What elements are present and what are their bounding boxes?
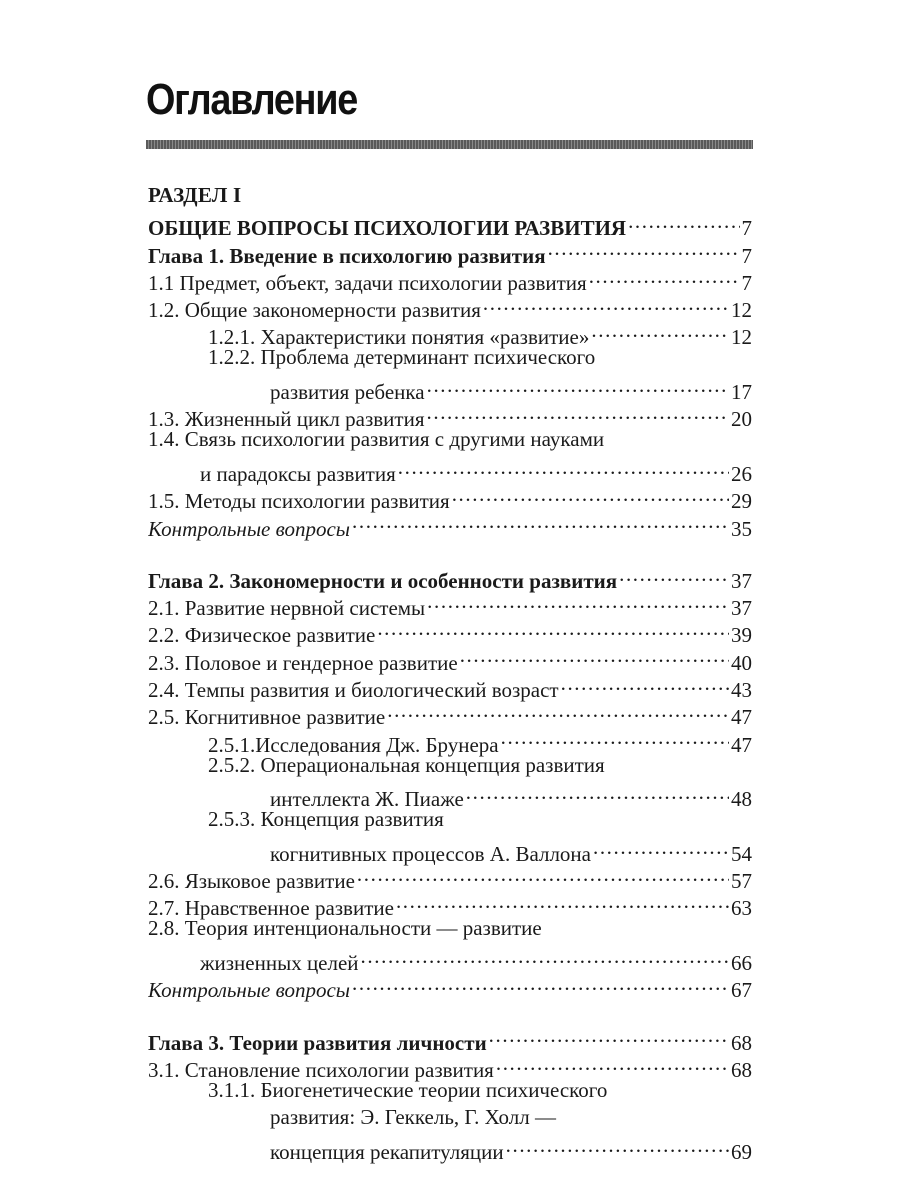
toc-entry (148, 1077, 752, 1104)
dot-leader (466, 779, 729, 806)
toc-entry (148, 752, 752, 779)
dot-leader (561, 670, 729, 697)
toc-entry-line (208, 344, 752, 371)
toc-entry (148, 290, 752, 323)
dot-leader (593, 834, 729, 861)
toc-entry-title: ОБЩИЕ ВОПРОСЫ ПСИХОЛОГИИ РАЗВИТИЯ (148, 216, 627, 241)
dot-leader (357, 861, 729, 888)
toc-entry-title: Глава 1. Введение в психологию развития (148, 243, 546, 268)
toc-entry (148, 834, 752, 866)
toc-entry-title: интеллекта Ж. Пиаже (270, 787, 464, 812)
toc-entry-title: Контрольные вопросы (148, 516, 351, 541)
toc-entry-title: 1.4. Связь психологии развития с другими науками (148, 427, 605, 452)
toc-entry (148, 426, 752, 453)
toc-entry (148, 481, 752, 514)
toc-page-number: 54 (731, 841, 752, 866)
toc-entry-title: 2.4. Темпы развития и биологический возраст (148, 678, 559, 703)
toc-entry (148, 861, 752, 894)
dot-leader (619, 561, 729, 588)
dot-leader (591, 317, 729, 344)
toc-entry-title: 2.8. Теория интенциональности — развитие (148, 916, 542, 941)
toc-entry-title: 2.5.1.Исследования Дж. Брунера (208, 732, 499, 757)
toc-page-number: 69 (731, 1139, 752, 1164)
toc-entry-title: 1.2.1. Характеристики понятия «развитие» (208, 325, 590, 350)
dot-leader (589, 263, 740, 290)
dot-leader (489, 1022, 729, 1049)
toc-entry-line (148, 915, 752, 942)
title-rule (146, 140, 753, 149)
dot-leader (427, 372, 729, 399)
toc-page-number: 40 (731, 650, 752, 675)
toc-entry (148, 1050, 752, 1082)
dot-leader (427, 588, 729, 615)
toc-entry-title: концепция рекапитуляции (270, 1139, 504, 1164)
dot-leader (452, 481, 729, 508)
toc-page-number: 37 (731, 568, 752, 593)
toc-entry (148, 970, 752, 1003)
dot-leader (548, 235, 740, 262)
toc-entry (148, 588, 752, 621)
toc-page-number: 57 (731, 869, 752, 894)
toc-page-number: 66 (731, 951, 752, 976)
toc-page-number: 68 (731, 1057, 752, 1082)
toc-entry (148, 1022, 752, 1055)
toc-page-number: 68 (731, 1030, 752, 1055)
toc-entry (148, 399, 752, 432)
toc-entry-title: 2.1. Развитие нервной системы (148, 596, 426, 621)
toc-entry (148, 888, 752, 921)
toc-entry-title: 2.2. Физическое развитие (148, 623, 376, 648)
toc-entry (148, 642, 752, 675)
toc-page-number: 7 (741, 243, 752, 268)
toc-entry (148, 1132, 752, 1164)
toc-entry-line (270, 1132, 752, 1167)
toc-page-number: 47 (731, 732, 752, 757)
dot-leader (506, 1132, 729, 1159)
toc-page-number: 12 (731, 325, 752, 350)
page-title: Оглавление (146, 75, 357, 124)
toc-entry-title: 3.1.1. Биогенетические теории психического (208, 1077, 608, 1102)
section-label: РАЗДЕЛ I (148, 183, 242, 207)
toc-entry-title: 1.5. Методы психологии развития (148, 489, 450, 514)
toc-entry (148, 561, 752, 593)
toc-entry-title: 1.3. Жизненный цикл развития (148, 407, 425, 432)
dot-leader (398, 454, 729, 481)
toc-entry-title: и парадоксы развития (200, 461, 396, 486)
toc-entry-title: 1.2. Общие закономерности развития (148, 298, 481, 323)
toc-entry-line (148, 508, 752, 543)
toc-page-number: 47 (731, 705, 752, 730)
toc-list (148, 208, 752, 1164)
toc-entry-title: когнитивных процессов А. Валлона (270, 841, 591, 866)
toc-entry-title: 2.5. Когнитивное развитие (148, 705, 386, 730)
toc-entry-title: 2.6. Языковое развитие (148, 869, 355, 894)
toc-entry-title: Глава 3. Теории развития личности (148, 1030, 487, 1055)
toc-entry (148, 915, 752, 942)
toc-entry-title: жизненных целей (200, 951, 359, 976)
toc-page-number: 35 (731, 516, 752, 541)
toc-entry-line (208, 1077, 752, 1104)
toc-entry-title: 2.5.2. Операциональная концепция развития (208, 752, 605, 777)
toc-entry-title: 2.3. Половое и гендерное развитие (148, 650, 458, 675)
dot-leader (361, 943, 729, 970)
dot-leader (352, 508, 729, 535)
toc-entry (148, 615, 752, 648)
toc-page-number: 26 (731, 461, 752, 486)
toc-entry-line (270, 1104, 752, 1131)
dot-leader (460, 642, 729, 669)
toc-entry (148, 263, 752, 295)
dot-leader (387, 697, 729, 724)
toc-entry-title: 3.1. Становление психологии развития (148, 1057, 494, 1082)
dot-leader (483, 290, 729, 317)
toc-page-number: 7 (741, 270, 752, 295)
toc-entry-title: развития: Э. Геккель, Г. Холл — (270, 1105, 556, 1130)
toc-entry (148, 317, 752, 350)
toc-entry-line (208, 752, 752, 779)
toc-entry-title: 1.1 Предмет, объект, задачи психологии развития (148, 270, 587, 295)
toc-page-number: 43 (731, 678, 752, 703)
dot-leader (396, 888, 729, 915)
toc-page-number: 17 (731, 380, 752, 405)
toc-entry (148, 943, 752, 976)
dot-leader (352, 970, 729, 997)
toc-page-number: 37 (731, 596, 752, 621)
dot-leader (628, 208, 739, 235)
toc-page-number: 29 (731, 489, 752, 514)
toc-entry-line (148, 426, 752, 453)
toc-entry (148, 235, 752, 268)
dot-leader (496, 1050, 729, 1077)
toc-page-number: 67 (731, 978, 752, 1003)
dot-leader (501, 724, 729, 751)
toc-entry (148, 372, 752, 405)
toc-entry-title: 1.2.2. Проблема детерминант психического (208, 345, 596, 370)
toc-page-number: 12 (731, 298, 752, 323)
dot-leader (377, 615, 729, 642)
toc-entry (148, 208, 752, 241)
toc-entry-line (208, 806, 752, 833)
toc-entry (148, 1104, 752, 1131)
toc-entry (148, 724, 752, 757)
toc-page-number: 7 (741, 216, 752, 241)
toc-entry-title: 2.5.3. Концепция развития (208, 807, 444, 832)
toc-entry-title: Контрольные вопросы (148, 978, 351, 1003)
toc-entry (148, 670, 752, 703)
dot-leader (427, 399, 730, 426)
toc-entry-title: Глава 2. Закономерности и особенности развития (148, 568, 618, 593)
toc-entry (148, 454, 752, 486)
toc-entry (148, 344, 752, 371)
toc-page-number: 63 (731, 896, 752, 921)
toc-page-number: 48 (731, 787, 752, 812)
toc-entry-title: 2.7. Нравственное развитие (148, 896, 394, 921)
toc-entry (148, 779, 752, 812)
toc-entry-line (148, 970, 752, 1005)
toc-entry (148, 806, 752, 833)
toc-entry (148, 697, 752, 730)
toc-page-number: 39 (731, 623, 752, 648)
toc-entry (148, 508, 752, 541)
toc-entry-title: развития ребенка (270, 380, 425, 405)
toc-page-number: 20 (731, 407, 752, 432)
